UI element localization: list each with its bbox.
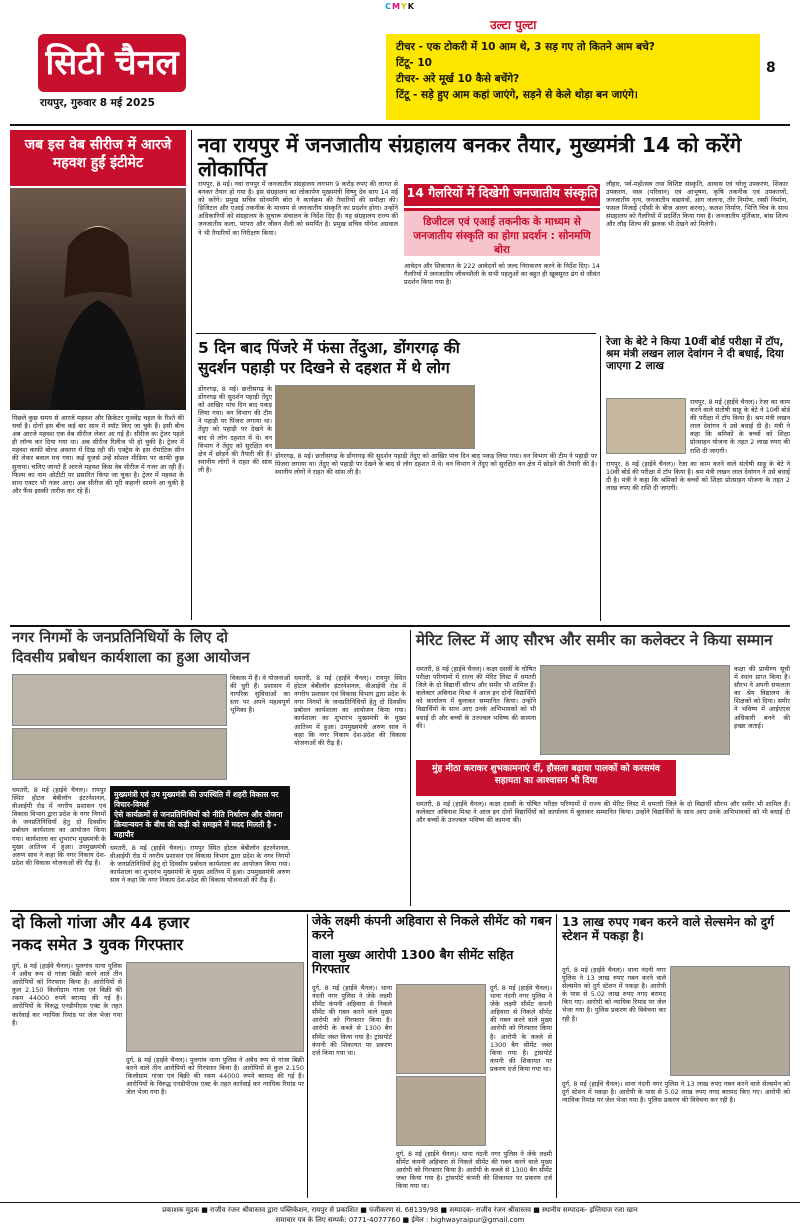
ulta-pulta-heading: उल्टा पुल्टा: [490, 18, 537, 32]
actress-photo: [10, 188, 186, 410]
salesman-body: दुर्ग, 8 मई (हाईवे चैनल)। थाना नंदनी नगर पुलिस ने 13 लाख रुपए गबन करने वाले सेल्समेन को दुर्ग स्टेशन में पकड़ा है। आरोपी के पास से 5.02 लाख रुपए नगद बरामद किए गए। आरोपी को न्यायिक रिमांड पर जेल भेजा गया है। पुलिस प्रकरण की विवेचना कर रही है।: [562, 966, 666, 1023]
joke-line: टिंटू - सड़े हुए आम कहां जाएंगे, सड़ने से केले थोड़ा बन जाएंगे।: [396, 89, 638, 101]
leopard-headline-1: 5 दिन बाद पिंजरे में फंसा तेंदुआ, डोंगरगढ़ की: [198, 339, 460, 357]
nigam-photo-1: [12, 674, 227, 726]
joke-line: टीचर- अरे मूर्ख 10 कैसे बचेंगे?: [396, 73, 520, 85]
joke-line: टीचर - एक टोकरी में 10 आम थे, 3 सड़ गए तो कितने आम बचे?: [396, 41, 655, 53]
page-number: 8: [766, 60, 776, 76]
print-marks: CMYK: [385, 2, 415, 11]
nigam-bullet-2: ऐसे कार्यक्रमों से जनप्रतिनिधियों को नीति निर्धारण और योजना क्रियान्वयन के बीच की कड़ी को समझने में मदद मिलती है - महापौर: [114, 810, 283, 839]
inset-title: 14 गैलरियों में दिखेगी जनजातीय संस्कृति: [404, 184, 600, 206]
cement-body-cont: दुर्ग, 8 मई (हाईवे चैनल)। थाना नंदनी नगर पुलिस ने जेके लक्ष्मी सीमेंट कंपनी अहिवारा से निकले सीमेंट की गबन करने वाले मुख्य आरोपी को गिरफ्तार किया है। आरोपी के कब्जे से 1300 बैग सीमेंट जब्त किया गया है। ट्रांसपोर्ट कंपनी की शिकायत पर प्रकरण दर्ज किया गया था।: [396, 1150, 552, 1191]
topper-headline: रेजा के बेटे ने किया 10वीं बोर्ड परीक्षा में टॉप, श्रम मंत्री लखन लाल देवांगन ने दी बधाई, दिया जाएगा 2 लाख: [606, 336, 784, 373]
ganja-photo: [126, 962, 304, 1052]
section-rule: [10, 910, 790, 912]
salesman-photo: [670, 966, 790, 1076]
nigam-bullet-1: मुख्यमंत्री एवं उप मुख्यमंत्री की उपस्थिति में शहरी विकास पर विचार-विमर्श: [114, 790, 279, 809]
merit-body-right: कक्षा की प्रावीण्य सूची में स्थान प्राप्त किया है। सौरभ ने अपनी सफलता का श्रेय विद्यालय के शिक्षकों को दिया। समीर ने भविष्य में आईएएस अधिकारी बनने की इच्छा जताई।: [734, 665, 790, 730]
topper-body: रायपुर, 8 मई (हाईवे चैनल)। रेजा का काम करने वाले संतोषी साहू के बेटे ने 10वीं बोर्ड की परीक्षा में टॉप किया है। श्रम मंत्री लखन लाल देवांगन ने उसे बधाई दी है। मंत्री ने कहा कि श्रमिकों के बच्चों को शिक्षा प्रोत्साहन योजना के तहत 2 लाख रुपए की राशि दी जाएगी।: [690, 398, 790, 455]
leopard-cage-photo: [275, 385, 475, 449]
topper-body-cont: रायपुर, 8 मई (हाईवे चैनल)। रेजा का काम करने वाले संतोषी साहू के बेटे ने 10वीं बोर्ड की परीक्षा में टॉप किया है। श्रम मंत्री लखन लाल देवांगन ने उसे बधाई दी है। मंत्री ने कहा कि श्रमिकों के बच्चों को शिक्षा प्रोत्साहन योजना के तहत 2 लाख रुपए की राशि दी जाएगी।: [606, 460, 790, 493]
topper-photo: [606, 398, 686, 454]
lead-body-left: रायपुर, 8 मई। नवा रायपुर में जनजातीय संग्रहालय लगभग 9 करोड़ रुपए की लागत से बनकर तैयार हो गया है। इस संग्रहालय का लोकार्पण मुख्यमंत्री विष्णु देव साय 14 मई को करेंगे। प्रमुख सचिव सोनमणि बोरा ने कार्यक्रम की तैयारियों की समीक्षा की। डिजिटल और एआई तकनीक के माध्यम से जनजातीय संस्कृति का प्रदर्शन होगा। उन्होंने अधिकारियों को संग्रहालय के सुचारू संचालन के निर्देश दिए हैं। यह संग्रहालय राज्य की जनजातीय कला, परंपरा और जीवन शैली को समर्पित है। प्रमुख सचिव योगेश अग्रवाल ने भी तैयारियों का निरीक्षण किया।: [198, 180, 398, 237]
ganja-headline-1: दो किलो गांजा और 44 हजार: [12, 913, 190, 932]
footer-line-2: समाचार पत्र के लिए सम्पर्क: 0771-4077760 ■ ईमेल : highwayraipur@gmail.com: [275, 1216, 525, 1224]
nigam-bullets: [110, 786, 290, 840]
salesman-headline: 13 लाख रुपए गबन करने वाले सेल्समेन को दुर्ग स्टेशन में पकड़ा है।: [562, 915, 774, 943]
merit-body: धमतरी, 8 मई (हाईवे चैनल)। कक्षा दसवीं के घोषित परीक्षा परिणामों में राज्य की मेरिट लिस्ट में धमतरी जिले के दो विद्यार्थी सौरभ और समीर भी शामिल हैं। कलेक्टर अबिनाश मिश्रा ने आज इन दोनों विद्यार्थियों को कार्यालय में बुलाकर सम्मानित किया। उन्होंने विद्यार्थियों के साथ आए उनके अभिभावकों को भी बधाई दी और बच्चों के उज्ज्वल भविष्य की कामना की।: [416, 665, 536, 730]
merit-headline: मेरिट लिस्ट में आए सौरभ और समीर का कलेक्टर ने किया सम्मान: [416, 631, 773, 649]
nigam-photo-2: [12, 728, 227, 780]
nigam-headline-2: दिवसीय प्रबोधन कार्यशाला का हुआ आयोजन: [12, 650, 250, 666]
merit-photo: [540, 665, 730, 755]
nigam-body-a: धमतरी, 8 मई (हाईवे चैनल)। रायपुर स्थित होटल बेबीलॉन इंटरनेशनल, वीआईपी रोड में नगरीय प्रशासन एवं विकास विभाग द्वारा प्रदेश के नगर निगमों के जनप्रतिनिधियों हेतु दो दिवसीय प्रबोधन कार्यशाला का आयोजन किया गया। कार्यशाला का शुभारंभ मुख्यमंत्री के मुख्य आतिथ्य में हुआ। उपमुख्यमंत्री अरुण साव ने कहा कि नगर निकाय देश-प्रदेश की विकास योजनाओं की रीढ़ हैं।: [12, 786, 106, 867]
leopard-body-cont: डोंगरगढ़, 8 मई। छत्तीसगढ़ के डोंगरगढ़ की सुदर्शन पहाड़ी तेंदुए को आखिर पांच दिन बाद पकड़ लिया गया। वन विभाग की टीम ने पहाड़ी पर पिंजरा लगाया था। तेंदुए को पहाड़ी पर देखने के बाद से लोग दहशत में थे। वन विभाग ने तेंदुए को सुरक्षित वन क्षेत्र में छोड़ने की तैयारी की है। स्थानीय लोगों ने राहत की सांस ली है।: [275, 452, 597, 477]
leopard-body: डोंगरगढ़, 8 मई। छत्तीसगढ़ के डोंगरगढ़ की सुदर्शन पहाड़ी तेंदुए को आखिर पांच दिन बाद पकड़ लिया गया। वन विभाग की टीम ने पहाड़ी पर पिंजरा लगाया था। तेंदुए को पहाड़ी पर देखने के बाद से लोग दहशत में थे। वन विभाग ने तेंदुए को सुरक्षित वन क्षेत्र में छोड़ने की तैयारी की है। स्थानीय लोगों ने राहत की सांस ली है।: [198, 385, 272, 474]
column-rule: [600, 336, 601, 621]
nigam-headline-1: नगर निगमों के जनप्रतिनिधियों के लिए दो: [12, 630, 228, 646]
masthead-title: सिटी चैनल: [38, 34, 186, 92]
sidebar-headline: जब इस वेब सीरीज में आरजे महवश हुईं इंटीमेट: [10, 130, 186, 186]
column-rule: [307, 914, 308, 1198]
cement-headline-2: वाला मुख्य आरोपी 1300 बैग सीमेंट सहित गिरफ्तार: [312, 947, 514, 977]
masthead-rule: [10, 124, 790, 126]
actress-silhouette: [10, 188, 186, 410]
dateline: रायपुर, गुरुवार 8 मई 2025: [40, 97, 155, 109]
section-rule: [10, 625, 790, 627]
cement-body-right: दुर्ग, 8 मई (हाईवे चैनल)। थाना नंदनी नगर पुलिस ने जेके लक्ष्मी सीमेंट कंपनी अहिवारा से निकले सीमेंट की गबन करने वाले मुख्य आरोपी को गिरफ्तार किया है। आरोपी के कब्जे से 1300 बैग सीमेंट जब्त किया गया है। ट्रांसपोर्ट कंपनी की शिकायत पर प्रकरण दर्ज किया गया था।: [490, 984, 552, 1073]
column-rule: [556, 914, 557, 1198]
cement-photo-2: [396, 1076, 486, 1146]
ganja-body: दुर्ग, 8 मई (हाईवे चैनल)। पुलगांव थाना पुलिस ने अवैध रूप से गांजा बिक्री करने वाले तीन आरोपियों को गिरफ्तार किया है। आरोपियों से कुल 2.150 किलोग्राम गांजा एवं बिक्री की रकम 44000 रुपये बरामद की गई है। आरोपियों के विरुद्ध एनडीपीएस एक्ट के तहत कार्रवाई कर न्यायिक रिमांड पर जेल भेजा गया है।: [12, 962, 122, 1027]
cement-body: दुर्ग, 8 मई (हाईवे चैनल)। थाना नंदनी नगर पुलिस ने जेके लक्ष्मी सीमेंट कंपनी अहिवारा से निकले सीमेंट की गबन करने वाले मुख्य आरोपी को गिरफ्तार किया है। आरोपी के कब्जे से 1300 बैग सीमेंट जब्त किया गया है। ट्रांसपोर्ट कंपनी की शिकायत पर प्रकरण दर्ज किया गया था।: [312, 984, 392, 1057]
cement-photo-1: [396, 984, 486, 1074]
footer-line-1: प्रकाशक मुद्रक ■ राजीव रंजन श्रीवास्तव द्वारा पब्लिकेशन, रायपुर से प्रकाशित ■ पंजीकरण सं. 68139/98 ■ सम्पादक- राजीव रंजन श्रीवास्तव ■ स्थानीय सम्पादक- इम्तियाज रजा खान: [162, 1206, 638, 1214]
cement-headline-1: जेके लक्ष्मी कंपनी अहिवारा से निकले सीमेंट को गबन करने: [312, 913, 552, 943]
footer-imprint: [0, 1202, 800, 1225]
leopard-headline-2: सुदर्शन पहाड़ी पर दिखने से दहशत में थे लोग: [198, 359, 450, 377]
sidebar-body: पिछले कुछ समय से आरजे महवश और क्रिकेटर युजवेंद्र चहल के रिश्ते की चर्चा है। दोनों इस बीच कई बार साथ में स्पॉट किए जा चुके हैं। इसी बीच अब आरजे महवश एक वेब सीरीज लेकर आ गई हैं। सीरीज का ट्रेलर पहले ही लॉन्च कर दिया गया था। अब सीरीज रिलीज भी हो चुकी है। ट्रेलर में महवश काफी बोल्ड अवतार में दिख रही थीं। एक्ट्रेस के इस रोमांटिक सीन की लेकर बवाल मच गया। कई यूजर्स उन्हें सोशल मीडिया पर काफी कुछ सुनाया। चलिए जानते हैं आरजे महवश किस वेब सीरीज में नजर आ रही हैं। फिल्म का नाम ओटीटी पर प्रसारित किया जा चुका है। ट्रेलर में महवश के साथ एक्टर भी नजर आए। अब सीरीज की पूरी कहानी सामने आ चुकी है और फैंस इसकी तारीफ कर रहे हैं।: [12, 414, 184, 495]
column-rule: [191, 130, 192, 620]
nigam-body-c: धमतरी, 8 मई (हाईवे चैनल)। रायपुर स्थित होटल बेबीलॉन इंटरनेशनल, वीआईपी रोड में नगरीय प्रशासन एवं विकास विभाग द्वारा प्रदेश के नगर निगमों के जनप्रतिनिधियों हेतु दो दिवसीय प्रबोधन कार्यशाला का आयोजन किया गया। कार्यशाला का शुभारंभ मुख्यमंत्री के मुख्य आतिथ्य में हुआ। उपमुख्यमंत्री अरुण साव ने कहा कि नगर निकाय देश-प्रदेश की विकास योजनाओं की रीढ़ हैं।: [294, 674, 406, 747]
lead-headline: नवा रायपुर में जनजातीय संग्रहालय बनकर तैयार, मुख्यमंत्री 14 को करेंगे लोकार्पित: [198, 133, 742, 181]
nigam-body-b: विकास में हैं। वे योजनाओं की धुरी हैं। प्रशासन में नागरिक सुविधाओं का स्तर पर अपने महत्वपूर्ण भूमिका है।: [230, 674, 290, 715]
joke-line: टिंटू- 10: [396, 57, 432, 69]
merit-body-cont: धमतरी, 8 मई (हाईवे चैनल)। कक्षा दसवीं के घोषित परीक्षा परिणामों में राज्य की मेरिट लिस्ट में धमतरी जिले के दो विद्यार्थी सौरभ और समीर भी शामिल हैं। कलेक्टर अबिनाश मिश्रा ने आज इन दोनों विद्यार्थियों को कार्यालय में बुलाकर सम्मानित किया। उन्होंने विद्यार्थियों के साथ आए उनके अभिभावकों को भी बधाई दी और बच्चों के उज्ज्वल भविष्य की कामना की।: [416, 800, 790, 825]
nigam-body-a-cont: धमतरी, 8 मई (हाईवे चैनल)। रायपुर स्थित होटल बेबीलॉन इंटरनेशनल, वीआईपी रोड में नगरीय प्रशासन एवं विकास विभाग द्वारा प्रदेश के नगर निगमों के जनप्रतिनिधियों हेतु दो दिवसीय प्रबोधन कार्यशाला का आयोजन किया गया। कार्यशाला का शुभारंभ मुख्यमंत्री के मुख्य आतिथ्य में हुआ। उपमुख्यमंत्री अरुण साव ने कहा कि नगर निकाय देश-प्रदेश की विकास योजनाओं की रीढ़ हैं।: [110, 844, 290, 885]
column-rule: [410, 630, 411, 906]
ganja-headline-2: नकद समेत 3 युवक गिरफ्तार: [12, 935, 184, 954]
section-rule: [196, 333, 596, 334]
merit-inset: मुंह मीठा कराकर शुभकामनाएं दीं, हौसला बढ़ाया पालकों को करसमंव सहायता का आश्वासन भी दिया: [416, 760, 676, 796]
salesman-body-cont: दुर्ग, 8 मई (हाईवे चैनल)। थाना नंदनी नगर पुलिस ने 13 लाख रुपए गबन करने वाले सेल्समेन को दुर्ग स्टेशन में पकड़ा है। आरोपी के पास से 5.02 लाख रुपए नगद बरामद किए गए। आरोपी को न्यायिक रिमांड पर जेल भेजा गया है। पुलिस प्रकरण की विवेचना कर रही है।: [562, 1080, 790, 1105]
lead-body-right: लौहार, पर्व-महोत्सव तथा विशिष्ट संस्कृति, आवास एवं घरेलू उपकरण, शिकार उपकरण, वस्त्र (परिधान) एवं आभूषण, कृषि तकनीक एवं उपकरणों, जनजातीय नृत्य, जनजातीय वाद्ययंत्रों, आग जलाना, तीर निर्माण, रस्सी निर्माण, फसल मिंजाई (पीसी के बीज अलग करना), कलश निर्माण, भित्ति चित्र के साथ संग्रहालय को गैलरियों में प्रदर्शित किया गया है। जनजातीय मूर्तिकार, बांस शिल्प और लौह शिल्प की झलक भी देखने को मिलेगी।: [606, 180, 788, 229]
ganja-body-cont: दुर्ग, 8 मई (हाईवे चैनल)। पुलगांव थाना पुलिस ने अवैध रूप से गांजा बिक्री करने वाले तीन आरोपियों को गिरफ्तार किया है। आरोपियों से कुल 2.150 किलोग्राम गांजा एवं बिक्री की रकम 44000 रुपये बरामद की गई है। आरोपियों के विरुद्ध एनडीपीएस एक्ट के तहत कार्रवाई कर न्यायिक रिमांड पर जेल भेजा गया है।: [126, 1056, 304, 1097]
inset-subtitle: डिजीटल एवं एआई तकनीक के माध्यम से जनजातीय संस्कृति का होगा प्रदर्शन : सोनमणि बोरा: [404, 208, 600, 256]
lead-body-inset: आवेदन और शिकायत के 222 आवेदनों को जल्द निराकरण करने के निर्देश दिए। 14 गैलरियों में जनजातीय जीवनशैली के सभी पहलुओं का बहुत ही खूबसूरत ढंग से जीवंत प्रदर्शन किया गया है।: [404, 262, 600, 287]
ulta-pulta-box: [386, 34, 760, 120]
